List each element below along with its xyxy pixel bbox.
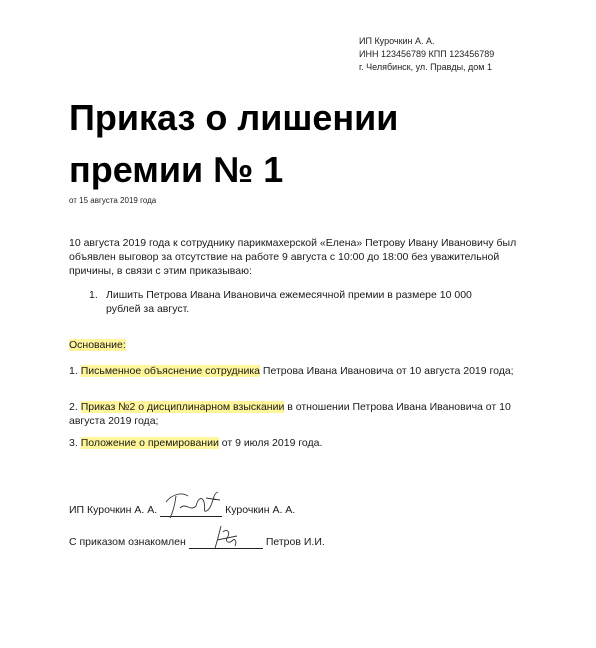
basis-item-rest: от 9 июля 2019 года.	[218, 437, 323, 449]
basis-label	[69, 338, 126, 352]
document-date: от 15 августа 2019 года	[69, 196, 157, 205]
basis-label-highlight: Основание:	[69, 339, 126, 351]
title-line-1: Приказ о лишении	[69, 97, 399, 138]
order-list	[89, 288, 509, 316]
order-item-text: Лишить Петрова Ивана Ивановича ежемесячной премии в размере 10 000 рублей за август.	[106, 289, 472, 315]
acknowledgement-prefix: С приказом ознакомлен	[69, 536, 186, 548]
issuer-address: г. Челябинск, ул. Правды, дом 1	[359, 62, 492, 72]
issuer-signature-suffix: Курочкин А. А.	[225, 504, 296, 516]
issuer-header	[359, 35, 494, 74]
order-item	[89, 288, 509, 316]
employee-signature-mark	[211, 522, 241, 552]
basis-item-highlight: Письменное объяснение сотрудника	[80, 365, 260, 377]
issuer-signature	[160, 504, 222, 517]
basis-item-2	[69, 400, 529, 428]
basis-item-highlight: Приказ №2 о дисциплинарном взыскании	[80, 401, 285, 413]
basis-item-rest: в отношении Петрова Ивана Ивановича от 10 августа 2019 года;	[69, 401, 511, 427]
acknowledgement-suffix: Петров И.И.	[265, 536, 325, 548]
order-item-number: 1.	[89, 289, 98, 301]
issuer-signature-mark	[162, 488, 222, 522]
document-title	[69, 92, 539, 196]
intro-paragraph: 10 августа 2019 года к сотруднику парикмахерской «Елена» Петрову Ивану Ивановичу был объявлен выговор за отсутствие на работе 9 августа с 10:00 до 18:00 без уважительной причины, в связи с этим приказываю:	[69, 237, 517, 277]
acknowledgement-line	[69, 535, 325, 549]
issuer-signature-line	[69, 503, 295, 517]
title-line-2: премии № 1	[69, 149, 284, 190]
issuer-name: ИП Курочкин А. А.	[359, 36, 435, 46]
basis-item-number: 3.	[69, 437, 81, 449]
basis-item-rest: Петрова Ивана Ивановича от 10 августа 2019 года;	[260, 365, 514, 377]
issuer-signature-prefix: ИП Курочкин А. А.	[69, 504, 158, 516]
basis-item-number: 1.	[69, 365, 81, 377]
basis-item-3	[69, 436, 529, 450]
issuer-tax-ids: ИНН 123456789 КПП 123456789	[359, 49, 495, 59]
employee-signature	[189, 536, 263, 549]
basis-item-1	[69, 364, 529, 378]
basis-item-highlight: Положение о премировании	[80, 437, 219, 449]
basis-item-number: 2.	[69, 401, 81, 413]
